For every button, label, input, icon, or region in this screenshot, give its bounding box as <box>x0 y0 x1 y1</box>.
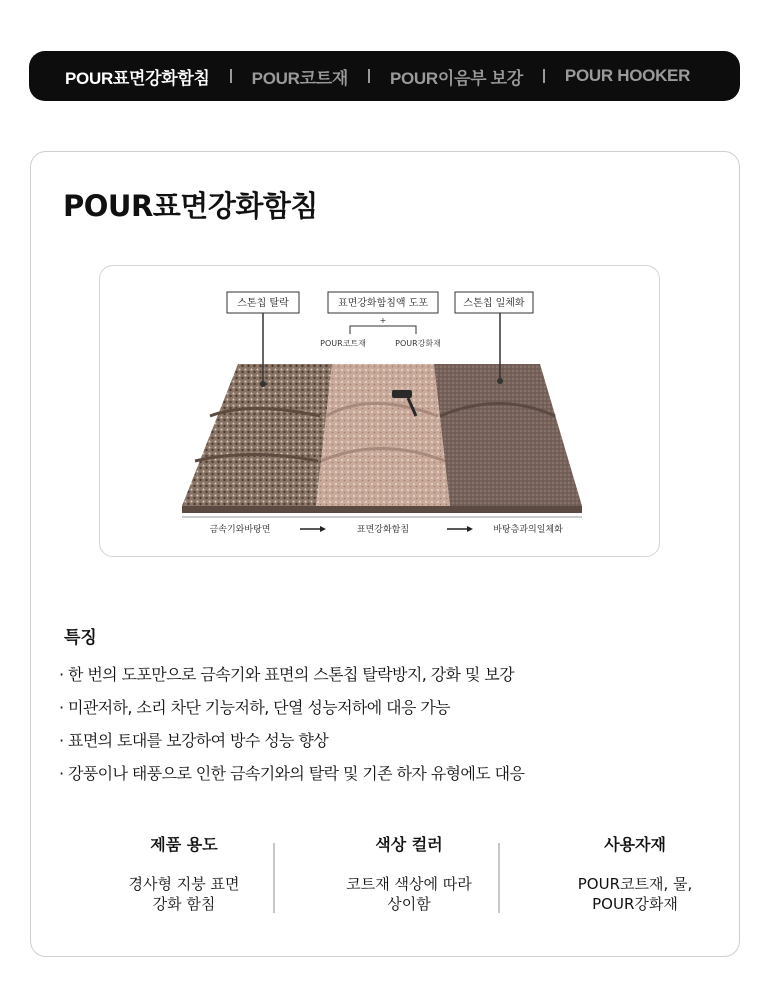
tab-pour-surface-impregnation[interactable]: POUR표면강화함침 <box>65 68 210 88</box>
callout-sub-pour-hardener: POUR강화재 <box>395 339 441 348</box>
spec-color-line: 상이함 <box>387 895 431 913</box>
tab-divider <box>543 69 545 83</box>
features-list <box>59 658 524 790</box>
tab-pour-coat[interactable]: POUR코트재 <box>251 68 348 88</box>
feature-item: · 강풍이나 태풍으로 인한 금속기와의 탈락 및 기존 하자 유형에도 대응 <box>59 764 525 783</box>
tab-divider <box>230 69 232 83</box>
spec-usage-heading: 제품 용도 <box>150 835 218 854</box>
step-layer-integration: 바탕층과의일체화 <box>493 525 563 535</box>
spec-usage-line: 경사형 지붕 표면 <box>128 875 240 893</box>
feature-item: · 한 번의 도포만으로 금속기와 표면의 스톤칩 탈락방지, 강화 및 보강 <box>59 665 514 684</box>
tab-divider <box>368 69 370 83</box>
roof-tile-diagram <box>99 265 660 557</box>
product-title: POUR표면강화함침 <box>63 189 318 223</box>
callout-stonechip-detach: 스톤칩 탈락 <box>237 298 289 309</box>
spec-divider <box>273 843 275 913</box>
spec-materials-line: POUR강화재 <box>592 895 678 913</box>
feature-item: · 표면의 토대를 보강하여 방수 성능 향상 <box>59 731 329 750</box>
callout-sub-pour-coat: POUR코트재 <box>320 339 366 348</box>
roof-tile-illustration <box>100 266 660 557</box>
spec-color-heading: 색상 컬러 <box>375 835 443 854</box>
callout-stonechip-integrate: 스톤칩 일체화 <box>463 298 525 309</box>
product-tab-bar <box>29 51 740 101</box>
features-heading: 특징 <box>64 628 97 648</box>
tab-pour-hooker[interactable]: POUR HOOKER <box>564 66 691 85</box>
feature-item: · 미관저하, 소리 차단 기능저하, 단열 성능저하에 대응 가능 <box>59 698 451 717</box>
callout-impregnation-apply: 표면강화함침액 도포 <box>337 298 429 309</box>
spec-materials <box>525 832 745 914</box>
spec-color-line: 코트재 색상에 따라 <box>346 875 472 893</box>
tile-panel-center <box>316 364 450 506</box>
tab-pour-joint-reinforcement[interactable]: POUR이음부 보강 <box>389 68 523 88</box>
spec-materials-line: POUR코트재, 물, <box>577 875 693 893</box>
spec-materials-value <box>525 874 745 914</box>
spec-color-value <box>299 874 519 914</box>
product-card <box>30 151 740 957</box>
step-arrow-icon <box>300 526 326 532</box>
spec-usage <box>74 832 294 914</box>
tile-panel-left <box>182 364 332 506</box>
step-arrow-icon <box>447 526 473 532</box>
step-surface-impregnation: 표면강화함침 <box>356 525 410 535</box>
step-base-surface: 금속기와바탕면 <box>209 525 271 535</box>
spec-usage-value <box>74 874 294 914</box>
spec-divider <box>498 843 500 913</box>
tile-panel-right <box>434 364 582 506</box>
spec-materials-heading: 사용자재 <box>604 835 666 854</box>
callout-plus: + <box>379 316 387 325</box>
spec-usage-line: 강화 함침 <box>152 895 216 913</box>
spec-color <box>299 832 519 914</box>
